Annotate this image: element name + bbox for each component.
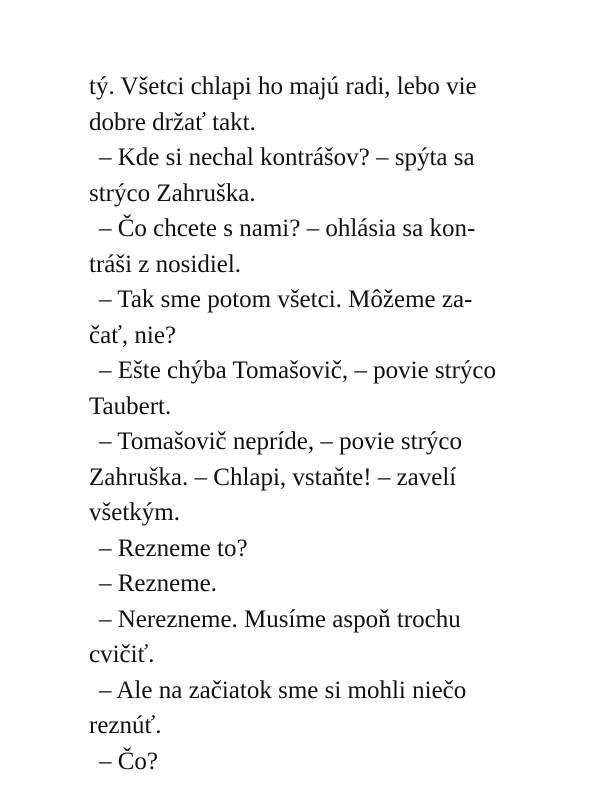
text-line: strýco Zahruška. — [89, 179, 256, 207]
text-line: Zahruška. – Chlapi, vstaňte! – zavelí — [89, 463, 457, 491]
text-line: – Ešte chýba Tomašovič, – povie strýco — [99, 357, 497, 384]
text-line: – Kde si nechal kontrášov? – spýta sa — [99, 144, 475, 171]
text-line: – Nerezneme. Musíme aspoň trochu — [99, 605, 461, 633]
text-line: reznúť. — [89, 712, 162, 739]
text-line: cvičiť. — [89, 641, 155, 668]
text-line: – Čo chcete s nami? – ohlásia sa kon- — [99, 215, 476, 242]
text-line: tráši z nosidiel. — [89, 250, 242, 278]
text-line: – Ale na začiatok sme si mohli niečo — [99, 676, 467, 704]
text-line: všetkým. — [89, 499, 180, 526]
text-line: dobre držať takt. — [89, 108, 256, 136]
text-line: – Tak sme potom všetci. Môžeme za- — [99, 286, 473, 313]
text-line: tý. Všetci chlapi ho majú radi, lebo vie — [89, 73, 477, 100]
text-line: – Rezneme to? — [99, 534, 248, 562]
text-line: čať, nie? — [89, 321, 177, 349]
text-line: – Tomašovič nepríde, – povie strýco — [99, 428, 462, 455]
text-line: – Čo? — [99, 747, 159, 775]
body-text — [89, 69, 559, 779]
text-line: Taubert. — [89, 392, 172, 420]
text-line: – Rezneme. — [99, 570, 218, 597]
